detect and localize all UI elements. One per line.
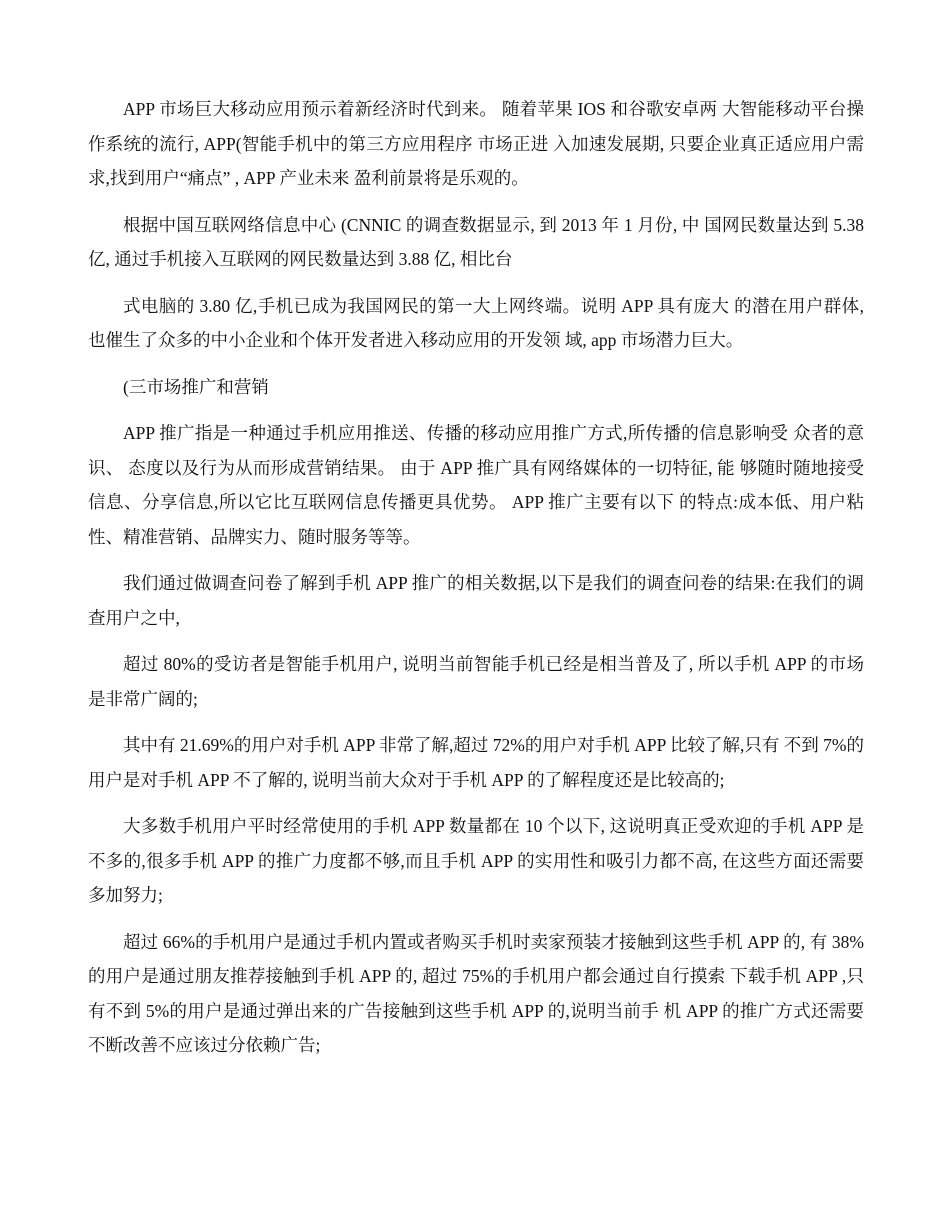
paragraph-app-discovery: 超过 66%的手机用户是通过手机内置或者购买手机时卖家预装才接触到这些手机 APP 的, 有 38%的用户是通过朋友推荐接触到手机 APP 的, 超过 75%的手机用户都会通过自行摸索 下载手机 APP ,只有不到 5%的用户是通过弹出来的广告接触到这些手机 APP 的,说明当前手 机 APP 的推广方式还需要不断改善不应该过分依赖广告;	[88, 931, 864, 1055]
paragraph-mobile-terminal: 式电脑的 3.80 亿,手机已成为我国网民的第一大上网终端。说明 APP 具有庞大 的潜在用户群体, 也催生了众多的中小企业和个体开发者进入移动应用的开发领 域, app 市场潜力巨大。	[88, 295, 864, 350]
paragraph-app-market: APP 市场巨大移动应用预示着新经济时代到来。 随着苹果 IOS 和谷歌安卓两 大智能移动平台操作系统的流行, APP(智能手机中的第三方应用程序 市场正进 入加速发展期, 只要企业真正适应用户需求,找到用户“痛点” , APP 产业未来 盈利前景将是乐观的。	[88, 99, 864, 188]
section-heading-marketing: (三市场推广和营销	[123, 376, 269, 397]
paragraph-smartphone-users: 超过 80%的受访者是智能手机用户, 说明当前智能手机已经是相当普及了, 所以手机 APP 的市场是非常广阔的;	[88, 654, 864, 709]
paragraph-survey-intro: 我们通过做调查问卷了解到手机 APP 推广的相关数据,以下是我们的调查问卷的结果:在我们的调查用户之中,	[88, 573, 864, 628]
paragraph-app-usage-count: 大多数手机用户平时经常使用的手机 APP 数量都在 10 个以下, 这说明真正受欢迎的手机 APP 是不多的,很多手机 APP 的推广力度都不够,而且手机 APP 的实用性和吸引力都不高, 在这些方面还需要多加努力;	[88, 816, 864, 905]
document-body	[88, 92, 864, 1075]
paragraph-app-promotion: APP 推广指是一种通过手机应用推送、传播的移动应用推广方式,所传播的信息影响受 众者的意识、 态度以及行为从而形成营销结果。 由于 APP 推广具有网络媒体的一切特征, 能 够随时随地接受信息、分享信息,所以它比互联网信息传播更具优势。 APP 推广主要有以下 的特点:成本低、用户粘性、精准营销、品牌实力、随时服务等等。	[88, 423, 864, 547]
paragraph-app-awareness: 其中有 21.69%的用户对手机 APP 非常了解,超过 72%的用户对手机 APP 比较了解,只有 不到 7%的用户是对手机 APP 不了解的, 说明当前大众对于手机 APP 的了解程度还是比较高的;	[88, 735, 865, 790]
paragraph-cnnic-data: 根据中国互联网络信息中心 (CNNIC 的调查数据显示, 到 2013 年 1 月份, 中 国网民数量达到 5.38 亿, 通过手机接入互联网的网民数量达到 3.88 亿, 相比台	[88, 214, 864, 269]
